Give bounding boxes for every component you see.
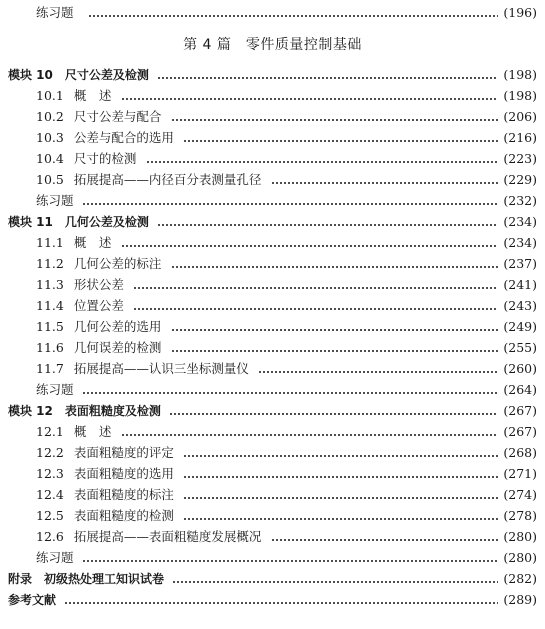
toc-entry-number: 11.6: [36, 340, 64, 355]
toc-page-number: (274): [503, 487, 537, 502]
toc-entry-number: 附录: [8, 572, 33, 586]
toc-entry-number: 11.3: [36, 277, 64, 292]
toc-section-entry[interactable]: [0, 170, 545, 190]
toc-entry-label: [36, 275, 124, 295]
toc-entry-number: 12.3: [36, 466, 64, 481]
toc-page-number: (260): [503, 361, 537, 376]
toc-section-entry[interactable]: [0, 506, 545, 526]
toc-entry-label: [36, 191, 74, 211]
toc-module-entry[interactable]: [0, 401, 545, 421]
toc-entry-exercise[interactable]: [0, 191, 545, 211]
toc-entry-title: 初级热处理工知识试卷: [44, 572, 165, 586]
toc-page-number: (198): [503, 67, 537, 82]
toc-entry-title: 练习题: [36, 550, 74, 565]
toc-entry-title: 练习题: [36, 382, 74, 397]
dot-leader: [183, 485, 498, 505]
toc-entry-number: 10.4: [36, 151, 64, 166]
toc-entry-title: 尺寸的检测: [73, 151, 137, 166]
toc-page-number: (271): [503, 466, 537, 481]
dot-leader: [133, 296, 498, 316]
toc-page-number: (234): [503, 214, 537, 229]
toc-page-number: (196): [503, 5, 537, 20]
toc-entry-title: 位置公差: [73, 298, 124, 313]
dot-leader: [171, 338, 498, 358]
toc-page-number: (223): [503, 151, 537, 166]
dot-leader: [82, 548, 498, 568]
toc-entry-label: [36, 527, 261, 547]
dot-leader: [169, 401, 498, 421]
toc-entry-number: 12.5: [36, 508, 64, 523]
dot-leader: [183, 506, 498, 526]
toc-entry-title: 公差与配合的选用: [73, 130, 174, 145]
toc-section-entry[interactable]: [0, 317, 545, 337]
toc-entry-title: 几何公差及检测: [64, 215, 149, 229]
toc-entry-title: 拓展提高——表面粗糙度发展概况: [73, 529, 262, 544]
toc-entry-number: 10.3: [36, 130, 64, 145]
toc-entry-title: 概 述: [73, 88, 112, 103]
toc-entry-label: [36, 422, 111, 442]
toc-module-entry[interactable]: [0, 65, 545, 85]
toc-entry-number: 模块 12: [8, 404, 53, 418]
toc-section-entry[interactable]: [0, 464, 545, 484]
toc-entry-number: 12.2: [36, 445, 64, 460]
toc-entry-exercise[interactable]: [0, 548, 545, 568]
toc-section-entry[interactable]: [0, 254, 545, 274]
toc-entry-title: 表面粗糙度及检测: [64, 404, 161, 418]
toc-page-number: (216): [503, 130, 537, 145]
dot-leader: [133, 275, 498, 295]
toc-entry-label: [36, 359, 249, 379]
toc-entry-title: 表面粗糙度的选用: [73, 466, 174, 481]
toc-entry-label: [36, 338, 161, 358]
toc-entry-label: [36, 128, 174, 148]
toc-entry-label: [36, 170, 261, 190]
toc-page-number: (264): [503, 382, 537, 397]
toc-entry-label: [36, 296, 124, 316]
toc-page-number: (280): [503, 550, 537, 565]
toc-section-entry[interactable]: [0, 485, 545, 505]
toc-entry-title: 表面粗糙度的标注: [73, 487, 174, 502]
toc-entry-title: 练习题: [36, 193, 74, 208]
dot-leader: [171, 254, 498, 274]
toc-page-number: (289): [503, 592, 537, 607]
toc-entry-label: [36, 233, 111, 253]
toc-appendix-entry[interactable]: [0, 569, 545, 589]
toc-module-entry[interactable]: [0, 212, 545, 232]
toc-entry-title: 表面粗糙度的检测: [73, 508, 174, 523]
toc-entry-title: 几何误差的检测: [73, 340, 162, 355]
toc-section-entry[interactable]: [0, 422, 545, 442]
toc-entry-title: 几何公差的标注: [73, 256, 162, 271]
toc-entry-number: 11.7: [36, 361, 64, 376]
toc-entry-label: [36, 443, 174, 463]
toc-page-number: (241): [503, 277, 537, 292]
toc-page-number: (198): [503, 88, 537, 103]
toc-entry-number: 模块 11: [8, 215, 53, 229]
toc-section-entry[interactable]: [0, 359, 545, 379]
dot-leader: [121, 233, 498, 253]
toc-entry-number: 11.4: [36, 298, 64, 313]
dot-leader: [88, 3, 498, 23]
toc-entry-title: 概 述: [73, 235, 112, 250]
toc-entry-label: [36, 485, 174, 505]
toc-section-entry[interactable]: [0, 338, 545, 358]
toc-entry-label: [36, 149, 136, 169]
toc-page-number: (278): [503, 508, 537, 523]
toc-page-number: (232): [503, 193, 537, 208]
toc-entry-title: 表面粗糙度的评定: [73, 445, 174, 460]
toc-page-number: (268): [503, 445, 537, 460]
toc-section-entry[interactable]: [0, 443, 545, 463]
toc-section-entry[interactable]: [0, 527, 545, 547]
dot-leader: [121, 422, 498, 442]
dot-leader: [183, 128, 498, 148]
toc-entry-exercise[interactable]: [0, 380, 545, 400]
dot-leader: [271, 527, 498, 547]
toc-section-entry[interactable]: [0, 275, 545, 295]
dot-leader: [82, 191, 498, 211]
toc-page-number: (280): [503, 529, 537, 544]
dot-leader: [183, 464, 498, 484]
toc-page-number: (206): [503, 109, 537, 124]
toc-page-number: (255): [503, 340, 537, 355]
toc-page-number: (267): [503, 424, 537, 439]
dot-leader: [157, 65, 498, 85]
toc-entry-label: 练习题: [36, 5, 74, 20]
toc-entry-label: [8, 212, 149, 232]
toc-entry-label: [36, 380, 74, 400]
dot-leader: [64, 590, 498, 610]
dot-leader: [121, 86, 498, 106]
toc-page-number: (282): [503, 571, 537, 586]
dot-leader: [157, 212, 498, 232]
toc-entry-title: 尺寸公差与配合: [73, 109, 162, 124]
toc-entry-number: 12.6: [36, 529, 64, 544]
toc-entry-label: [8, 401, 161, 421]
toc-entry-label: [36, 86, 111, 106]
toc-entry-label: [8, 65, 149, 85]
toc-section-entry[interactable]: [0, 107, 545, 127]
dot-leader: [271, 170, 498, 190]
toc-entry-title: 拓展提高——认识三坐标测量仪: [73, 361, 249, 376]
toc-entry-number: 11.5: [36, 319, 64, 334]
toc-page-number: (267): [503, 403, 537, 418]
toc-entry-title: 形状公差: [73, 277, 124, 292]
toc-entry-title: 几何公差的选用: [73, 319, 162, 334]
part-title: 第 4 篇 零件质量控制基础: [183, 37, 362, 53]
toc-page-number: (229): [503, 172, 537, 187]
toc-section-entry[interactable]: [0, 86, 545, 106]
toc-entry-label: [36, 254, 161, 274]
dot-leader: [172, 569, 498, 589]
toc-page-number: (234): [503, 235, 537, 250]
toc-page-number: (243): [503, 298, 537, 313]
toc-entry-number: 12.4: [36, 487, 64, 502]
toc-entry-number: 11.2: [36, 256, 64, 271]
toc-references-entry[interactable]: [0, 590, 545, 610]
toc-entry-label: [36, 317, 161, 337]
toc-entry-label: [36, 464, 174, 484]
toc-entry-number: 12.1: [36, 424, 64, 439]
toc-entry-number: 10.1: [36, 88, 64, 103]
toc-entry-number: 10.2: [36, 109, 64, 124]
toc-entry-label: [36, 548, 74, 568]
dot-leader: [183, 443, 498, 463]
toc-entry-exercise[interactable]: [0, 3, 545, 23]
toc-entry-label: [36, 107, 161, 127]
toc-entry-number: 10.5: [36, 172, 64, 187]
dot-leader: [258, 359, 498, 379]
dot-leader: [171, 317, 498, 337]
dot-leader: [82, 380, 498, 400]
toc-section-entry[interactable]: [0, 296, 545, 316]
toc-entry-title: 概 述: [73, 424, 112, 439]
dot-leader: [171, 107, 498, 127]
toc-section-entry[interactable]: [0, 149, 545, 169]
toc-entry-label: [8, 569, 164, 589]
dot-leader: [146, 149, 498, 169]
toc-entry-label: [36, 506, 174, 526]
toc-entry-label: [8, 590, 56, 610]
toc-section-entry[interactable]: [0, 233, 545, 253]
toc-entry-title: 拓展提高——内径百分表测量孔径: [73, 172, 262, 187]
toc-entry-number: 11.1: [36, 235, 64, 250]
toc-section-entry[interactable]: [0, 128, 545, 148]
toc-page-number: (237): [503, 256, 537, 271]
toc-entry-number: 模块 10: [8, 68, 53, 82]
toc-page-number: (249): [503, 319, 537, 334]
toc-entry-title: 参考文献: [8, 593, 57, 607]
toc-entry-title: 尺寸公差及检测: [64, 68, 149, 82]
